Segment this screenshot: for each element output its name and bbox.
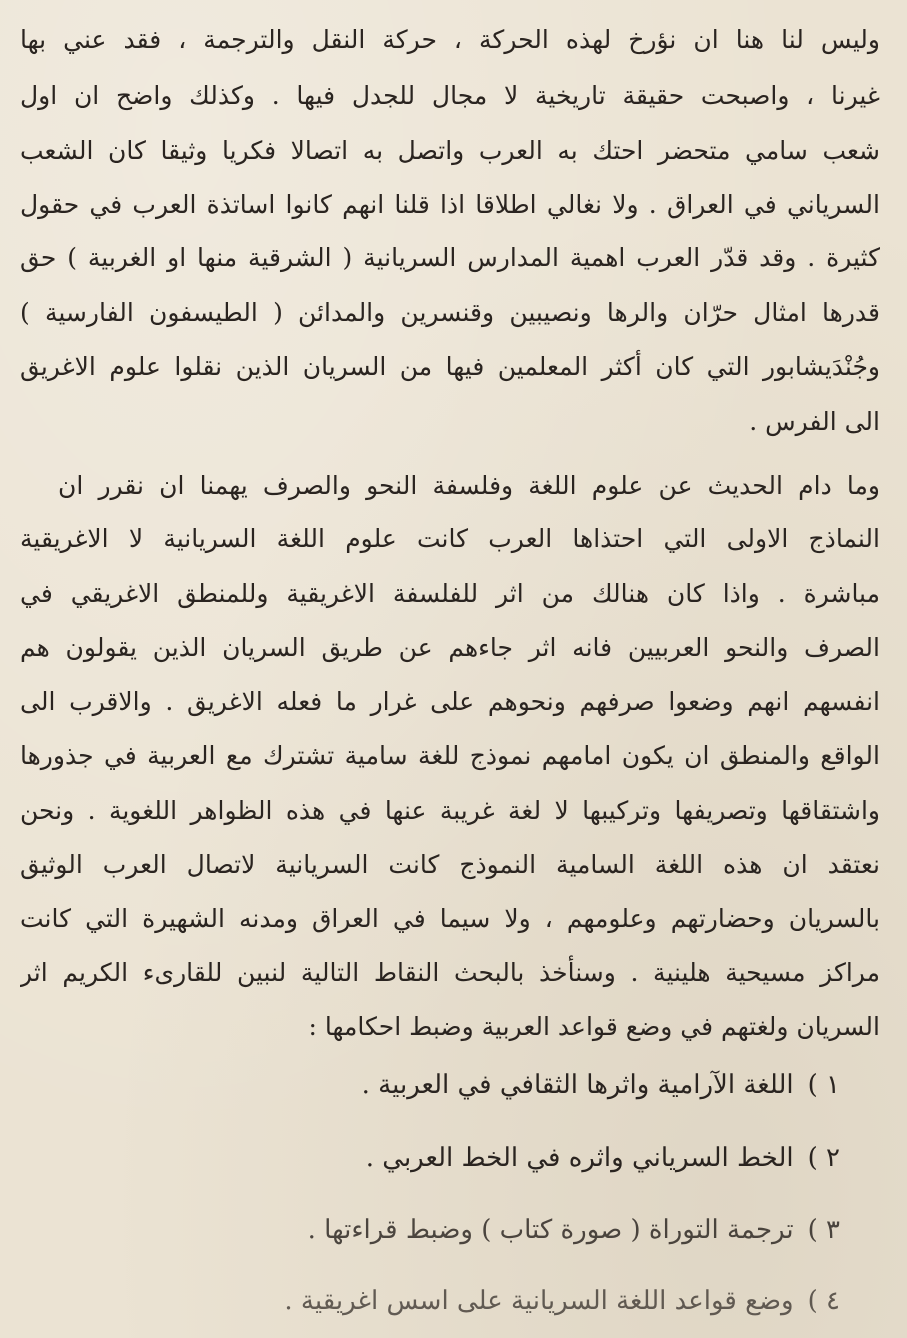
text-line: السريان ولغتهم في وضع قواعد العربية وضبط احكامها : xyxy=(308,1012,880,1041)
list-item xyxy=(80,1212,840,1248)
text-line: واشتقاقها وتصريفها وتركيبها لا لغة غريبة عنها في هذه الظواهر اللغوية . ونحن xyxy=(20,796,880,825)
text-line: وما دام الحديث عن علوم اللغة وفلسفة النحو والصرف يهمنا ان نقرر ان xyxy=(58,471,880,500)
text-line: انفسهم انهم وضعوا صرفهم ونحوهم على غرار ما فعله الاغريق . والاقرب الى xyxy=(20,687,880,716)
list-number: ٣ ) xyxy=(807,1215,840,1245)
list-text: ترجمة التوراة ( صورة كتاب ) وضبط قراءتها . xyxy=(307,1215,794,1245)
text-line: الصرف والنحو العربيين فانه اثر جاءهم عن طريق السريان الذين يقولون هم xyxy=(20,633,880,662)
list-number: ٤ ) xyxy=(807,1286,840,1316)
text-line: شعب سامي متحضر احتك به العرب واتصل به اتصالا فكريا وثيقا كان الشعب xyxy=(20,136,880,165)
text-line: غيرنا ، واصبحت حقيقة تاريخية لا مجال للجدل فيها . وكذلك واضح ان اول xyxy=(20,81,880,110)
text-line: كثيرة . وقد قدّر العرب اهمية المدارس السريانية ( الشرقية منها او الغربية ) حق xyxy=(20,243,880,272)
list-item xyxy=(80,1283,840,1319)
text-line: مراكز مسيحية هلينية . وسنأخذ بالبحث النقاط التالية لنبين للقارىء الكريم اثر xyxy=(20,958,880,987)
text-line: بالسريان وحضارتهم وعلومهم ، ولا سيما في العراق ومدنه الشهيرة التي كانت xyxy=(20,904,880,933)
list-item xyxy=(80,1067,840,1103)
text-line: وجُنْدَيشابور التي كان أكثر المعلمين فيها من السريان الذين نقلوا علوم الاغريق xyxy=(20,352,880,381)
text-line: الى الفرس . xyxy=(749,407,880,436)
list-text: الخط السرياني واثره في الخط العربي . xyxy=(365,1143,794,1173)
list-number: ١ ) xyxy=(807,1070,840,1100)
text-line: السرياني في العراق . ولا نغالي اطلاقا اذا قلنا انهم كانوا اساتذة العرب في حقول xyxy=(20,190,880,219)
list-text: اللغة الآرامية واثرها الثقافي في العربية . xyxy=(361,1070,794,1100)
document-page xyxy=(20,0,880,1338)
text-line: النماذج الاولى التي احتذاها العرب كانت علوم اللغة السريانية لا الاغريقية xyxy=(20,524,880,553)
text-line: مباشرة . واذا كان هنالك من اثر للفلسفة الاغريقية وللمنطق الاغريقي في xyxy=(20,579,880,608)
text-line: نعتقد ان هذه اللغة السامية النموذج كانت السريانية لاتصال العرب الوثيق xyxy=(20,850,880,879)
list-item xyxy=(80,1140,840,1176)
list-text: وضع قواعد اللغة السريانية على اسس اغريقية . xyxy=(284,1286,794,1316)
list-number: ٢ ) xyxy=(807,1143,840,1173)
text-line: وليس لنا هنا ان نؤرخ لهذه الحركة ، حركة النقل والترجمة ، فقد عني بها xyxy=(20,25,880,54)
text-line: قدرها امثال حرّان والرها ونصيبين وقنسرين والمدائن ( الطيسفون الفارسية ) xyxy=(20,298,880,327)
text-line: الواقع والمنطق ان يكون امامهم نموذج للغة سامية تشترك مع العربية في جذورها xyxy=(20,741,880,770)
